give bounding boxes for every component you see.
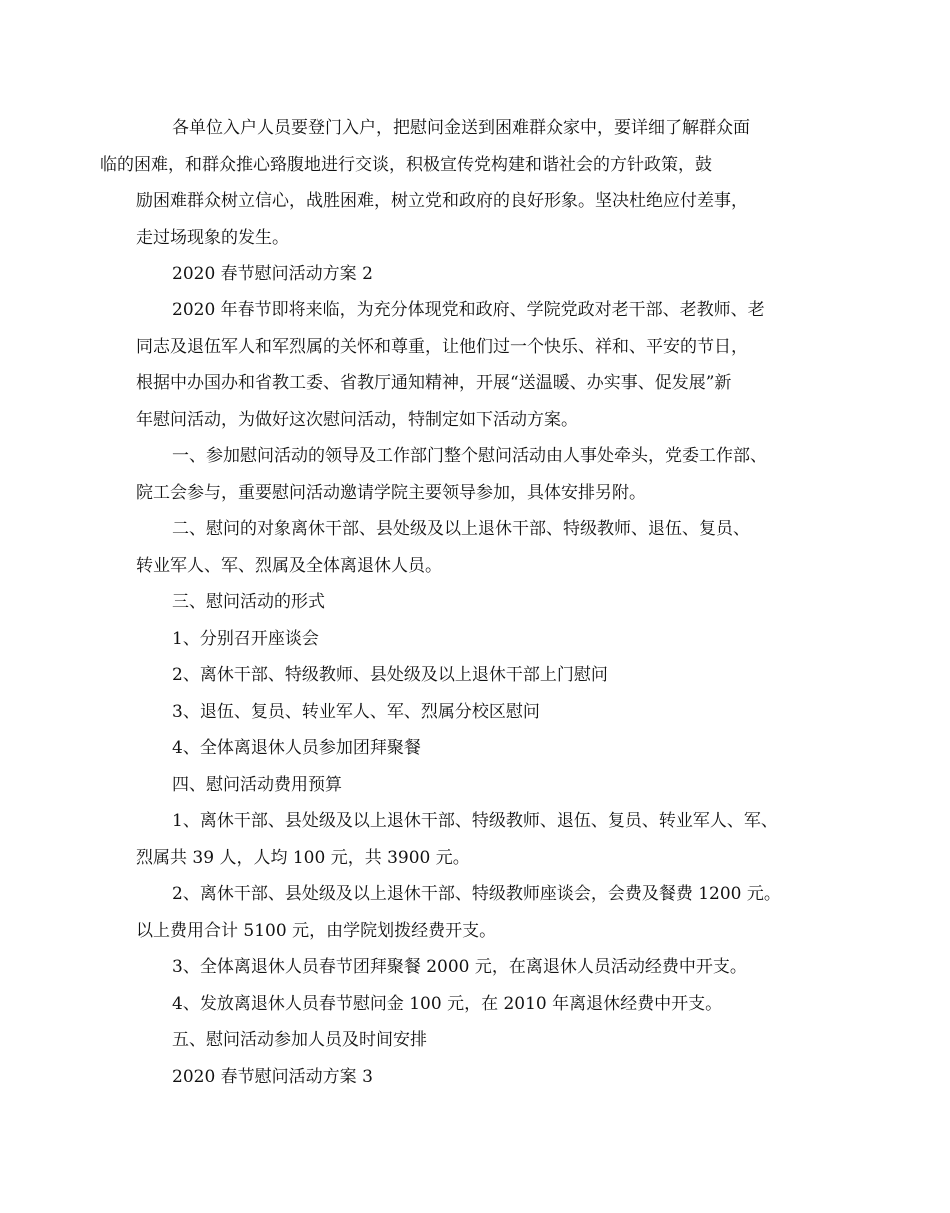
paragraph-budget-2 (136, 876, 836, 949)
list-item: 2、离休干部、特级教师、县处级及以上退休干部上门慰问 (172, 665, 608, 685)
paragraph-targets (136, 511, 836, 584)
text-line: 年慰问活动，为做好这次慰问活动，特制定如下活动方案。 (136, 409, 578, 430)
section-heading-forms: 三、慰问活动的形式 (172, 592, 325, 612)
section-heading-budget: 四、慰问活动费用预算 (172, 775, 342, 795)
list-item: 1、分别召开座谈会 (172, 629, 319, 649)
section-heading-plan-3: 2020 春节慰问活动方案 3 (172, 1067, 373, 1087)
text-line: 2020 年春节即将来临，为充分体现党和政府、学院党政对老干部、老教师、老 (172, 300, 765, 320)
text-line: 2、离休干部、县处级及以上退休干部、特级教师座谈会，会费及餐费 1200 元。 (172, 884, 781, 904)
list-item: 4、全体离退休人员参加团拜聚餐 (172, 738, 421, 758)
list-item: 4、发放离退休人员春节慰问金 100 元，在 2010 年离退休经费中开支。 (172, 994, 723, 1014)
list-item: 3、退伍、复员、转业军人、军、烈属分校区慰问 (172, 702, 540, 722)
list-item: 3、全体离退休人员春节团拜聚餐 2000 元，在离退休人员活动经费中开支。 (172, 957, 747, 977)
text-line: 院工会参与，重要慰问活动邀请学院主要领导参加，具体安排另附。 (136, 482, 646, 503)
paragraph-budget-1 (136, 803, 836, 876)
text-line: 走过场现象的发生。 (136, 227, 289, 248)
text-line: 二、慰问的对象离休干部、县处级及以上退休干部、特级教师、退伍、复员、 (172, 519, 750, 539)
text-line: 转业军人、军、烈属及全体离退休人员。 (136, 555, 442, 576)
text-line: 烈属共 39 人，人均 100 元，共 3900 元。 (136, 847, 470, 868)
paragraph-visit-instructions (100, 110, 836, 256)
text-line: 以上费用合计 5100 元，由学院划拨经费开支。 (136, 920, 497, 941)
section-heading-plan-2: 2020 春节慰问活动方案 2 (172, 264, 373, 284)
paragraph-leadership (136, 438, 836, 511)
text-line: 临的困难，和群众推心臵腹地进行交谈，积极宣传党构建和谐社会的方针政策，鼓 (100, 154, 712, 175)
text-line: 一、参加慰问活动的领导及工作部门整个慰问活动由人事处牵头，党委工作部、 (172, 446, 767, 466)
text-line: 各单位入户人员要登门入户，把慰问金送到困难群众家中，要详细了解群众面 (172, 118, 750, 138)
paragraph-plan-2-intro (136, 292, 836, 438)
text-line: 励困难群众树立信心，战胜困难，树立党和政府的良好形象。坚决杜绝应付差事， (136, 191, 748, 211)
text-line: 根据中办国办和省教工委、省教厅通知精神，开展“送温暖、办实事、促发展”新 (136, 373, 732, 393)
section-heading-schedule: 五、慰问活动参加人员及时间安排 (172, 1030, 427, 1050)
text-line: 同志及退伍军人和军烈属的关怀和尊重，让他们过一个快乐、祥和、平安的节日， (136, 336, 748, 357)
text-line: 1、离休干部、县处级及以上退休干部、特级教师、退伍、复员、转业军人、军、 (172, 811, 778, 831)
